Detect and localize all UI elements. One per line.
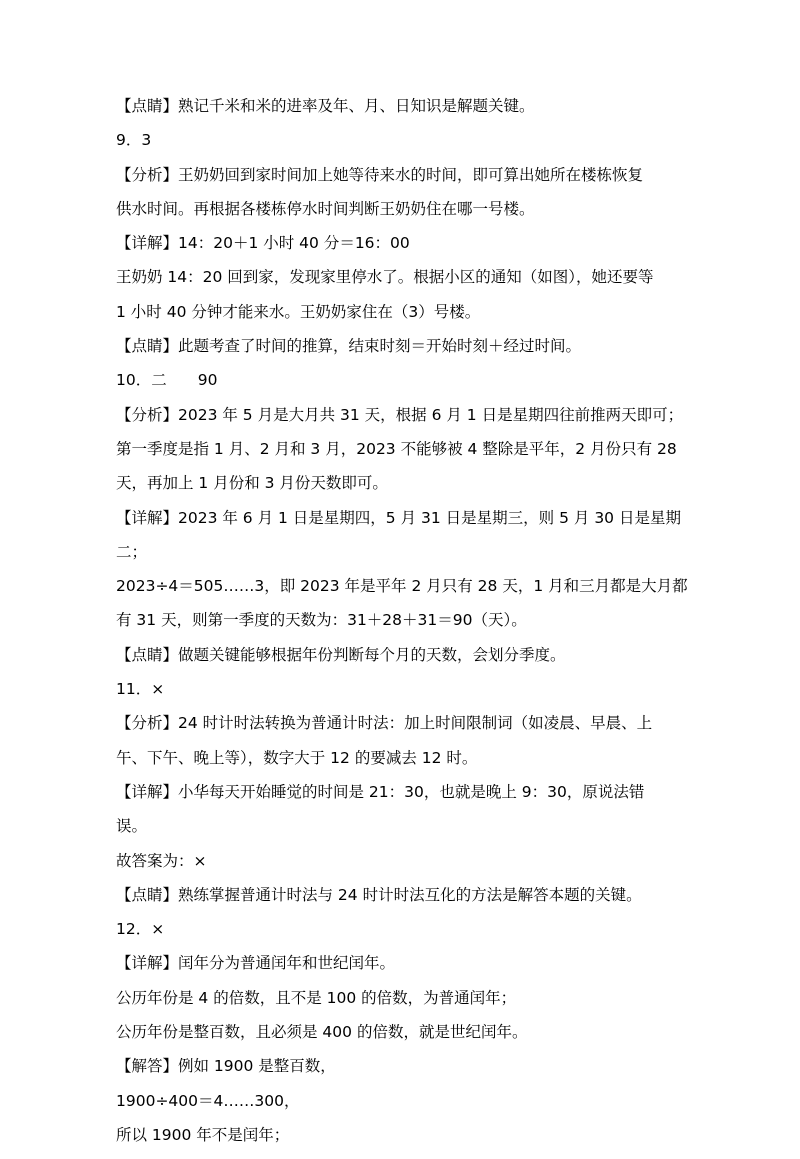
text-line: 故答案为：× xyxy=(116,851,207,870)
text-line: 午、下午、晚上等），数字大于 12 的要减去 12 时。 xyxy=(116,748,478,767)
text-line: 【点睛】此题考查了时间的推算，结束时刻＝开始时刻＋经过时间。 xyxy=(116,337,582,356)
text-line: 【详解】闰年分为普通闰年和世纪闰年。 xyxy=(116,954,396,973)
text-line: 【点睛】做题关键能够根据年份判断每个月的天数，会划分季度。 xyxy=(116,645,566,664)
text-line: 1900÷400＝4……300， xyxy=(116,1091,300,1110)
text-line: 王奶奶 14：20 回到家，发现家里停水了。根据小区的通知（如图），她还要等 xyxy=(116,268,654,287)
text-line: 【解答】例如 1900 是整百数， xyxy=(116,1057,336,1076)
text-line: 供水时间。再根据各楼栋停水时间判断王奶奶住在哪一号楼。 xyxy=(116,199,535,218)
text-line: 【分析】24 时计时法转换为普通计时法：加上时间限制词（如凌晨、早晨、上 xyxy=(116,714,653,733)
text-line: 【点睛】熟练掌握普通计时法与 24 时计时法互化的方法是解答本题的关键。 xyxy=(116,885,642,904)
text-line: 所以 1900 年不是闰年； xyxy=(116,1125,290,1144)
text-line: 有 31 天，则第一季度的天数为：31＋28＋31＝90（天）。 xyxy=(116,611,527,630)
text-line: 2023÷4＝505……3，即 2023 年是平年 2 月只有 28 天，1 月和三月都是大月都 xyxy=(116,577,688,596)
text-line: 公历年份是整百数，且必须是 400 的倍数，就是世纪闰年。 xyxy=(116,1023,528,1042)
text-line: 【点睛】熟记千米和米的进率及年、月、日知识是解题关键。 xyxy=(116,97,535,115)
text-line: 1 小时 40 分钟才能来水。王奶奶家住在（3）号楼。 xyxy=(116,302,481,321)
text-line: 二； xyxy=(116,542,148,561)
text-line: 【分析】王奶奶回到家时间加上她等待来水的时间，即可算出她所在楼栋恢复 xyxy=(116,165,644,184)
text-line: 10．二 90 xyxy=(116,371,218,390)
text-line: 11．× xyxy=(116,680,165,699)
text-line: 【详解】小华每天开始睡觉的时间是 21：30，也就是晚上 9：30，原说法错 xyxy=(116,782,645,801)
text-line: 【详解】14：20＋1 小时 40 分＝16：00 xyxy=(116,234,410,253)
text-line: 【分析】2023 年 5 月是大月共 31 天，根据 6 月 1 日是星期四往前推两天即可； xyxy=(116,405,684,424)
text-line: 9．3 xyxy=(116,131,152,150)
text-line: 误。 xyxy=(116,817,148,836)
text-line: 【详解】2023 年 6 月 1 日是星期四，5 月 31 日是星期三，则 5 月 30 日是星期 xyxy=(116,508,681,527)
text-line: 12．× xyxy=(116,920,165,939)
text-line: 第一季度是指 1 月、2 月和 3 月，2023 不能够被 4 整除是平年，2 月份只有 28 xyxy=(116,439,677,458)
answer-text-block xyxy=(116,96,691,1159)
text-line: 天，再加上 1 月份和 3 月份天数即可。 xyxy=(116,474,388,493)
text-line: 公历年份是 4 的倍数，且不是 100 的倍数，为普通闰年； xyxy=(116,988,517,1007)
